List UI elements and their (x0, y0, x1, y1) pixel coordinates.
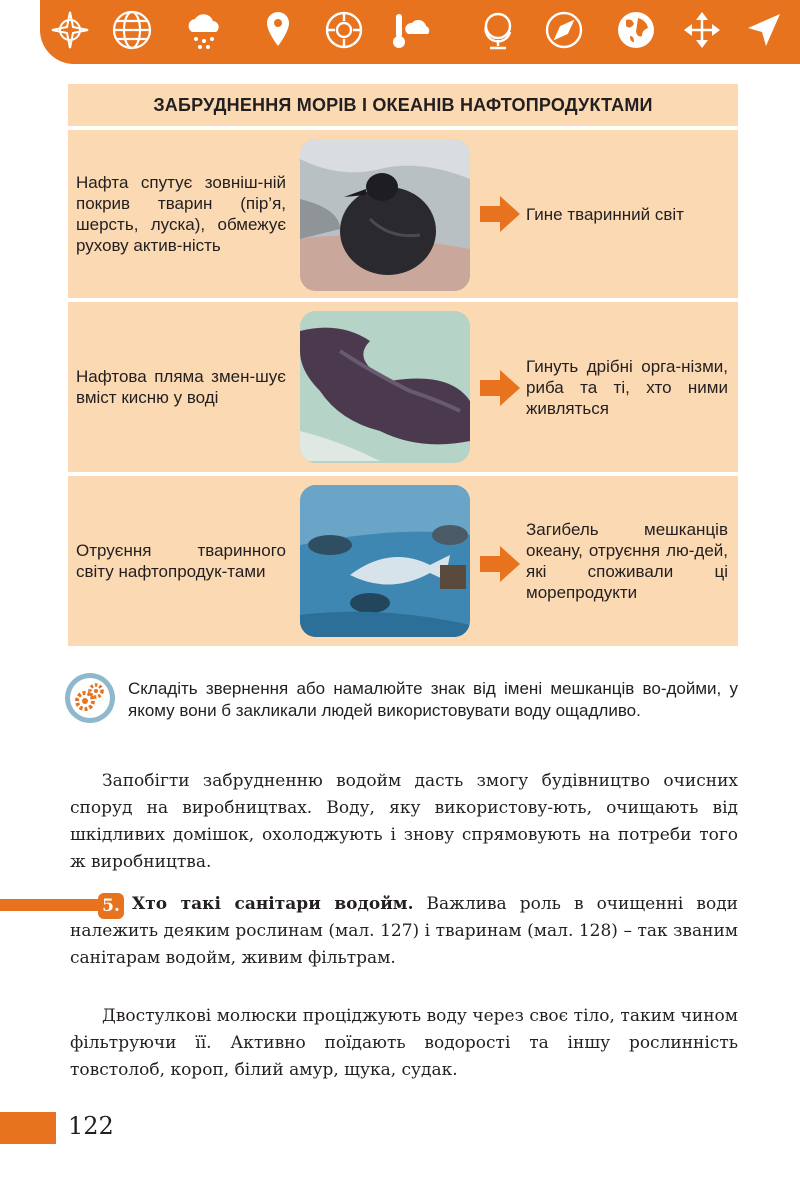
body-paragraph: Запобігти забрудненню водойм дасть змогу будівництво очисних споруд на виробництвах. Воду, яку використову-ють, очищають від шкідливих домішок, охолоджують і знову спрямовують на потреби того ж виробництва. (70, 771, 738, 872)
navigation-arrow-icon (742, 8, 786, 52)
compass-needle-icon (542, 8, 586, 52)
effect-text: Загибель мешканців океану, отруєння лю-дей, які споживали ці морепродукти (526, 520, 728, 602)
table-row (68, 130, 738, 298)
compass-circle-icon (322, 8, 366, 52)
dead-fish-photo (300, 485, 470, 637)
cause-text: Отруєння тваринного світу нафтопродук-тами (76, 541, 286, 581)
map-pin-icon (256, 8, 300, 52)
cause-text: Нафтова пляма змен-шує вміст кисню у воді (76, 367, 286, 407)
section-number: 5. (98, 893, 124, 919)
rain-cloud-icon (182, 8, 226, 52)
globe-grid-icon (110, 8, 154, 52)
globe-stand-icon (476, 8, 520, 52)
arrow-icon (480, 370, 520, 406)
table-title: ЗАБРУДНЕННЯ МОРІВ І ОКЕАНІВ НАФТОПРОДУКТАМИ (68, 84, 738, 126)
gears-icon (64, 672, 116, 724)
arrow-icon (480, 546, 520, 582)
task-text: Складіть звернення або намалюйте знак від імені мешканців во-дойми, у якому вони б закликали людей використовувати воду ощадливо. (128, 679, 738, 720)
oil-covered-bird-photo (300, 139, 470, 291)
page-number-bar (0, 1112, 56, 1144)
section-paragraph (70, 891, 738, 972)
header-banner (40, 0, 800, 64)
compass-rose-icon (48, 8, 92, 52)
directions-arrows-icon (680, 8, 724, 52)
effect-text: Гинуть дрібні орга-нізми, риба та ті, хто ними живляться (526, 356, 728, 418)
oil-pollution-table (68, 84, 738, 646)
arrow-icon (480, 196, 520, 232)
table-row (68, 476, 738, 646)
section-text: Важлива роль в очищенні води належить деяким рослинам (мал. 127) і тваринам (мал. 128) – так званим санітарам водойм, живим фільтрам. (70, 894, 738, 968)
table-row (68, 302, 738, 472)
cause-text: Нафта спутує зовніш-ній покрив тварин (пір’я, шерсть, луска), обмежує рухову актив-ність (76, 173, 286, 255)
section-heading: Хто такі санітари водойм. (132, 894, 414, 914)
world-globe-icon (614, 8, 658, 52)
thermometer-cloud-icon (390, 8, 434, 52)
page-number: 122 (68, 1112, 114, 1140)
oil-slick-photo (300, 311, 470, 463)
effect-text: Гине тваринний світ (526, 204, 684, 224)
body-paragraph: Двостулкові молюски проціджують воду через своє тіло, таким чином фільтруючи її. Активно поїдають водорості та іншу рослинність товстолоб, короп, білий амур, щука, судак. (70, 1006, 738, 1080)
